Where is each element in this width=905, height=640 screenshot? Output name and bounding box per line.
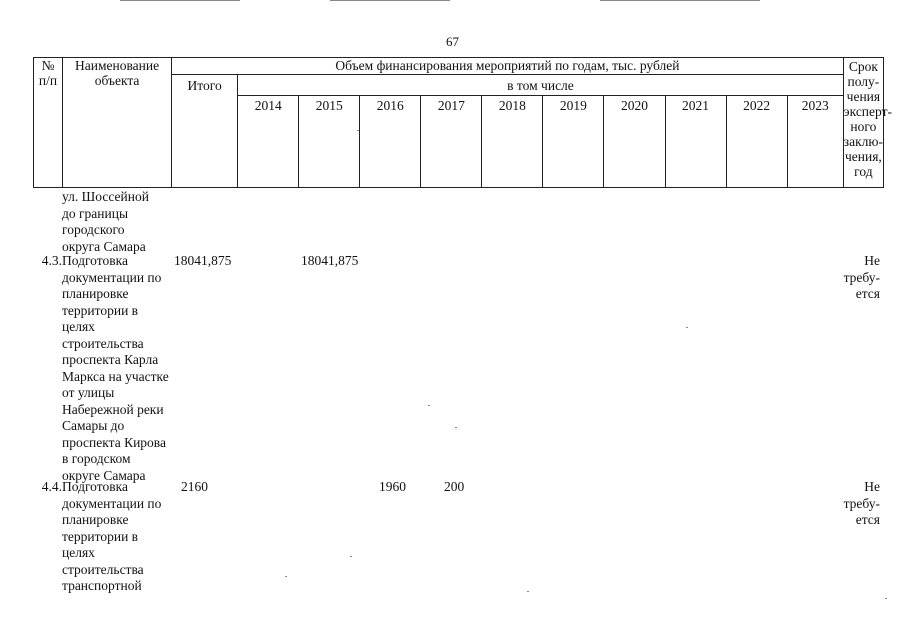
name-line: строительства [62,561,144,577]
header-term-line: чения, [844,149,882,164]
name-line: ул. Шоссейной [62,189,149,204]
row-total: 2160 [181,479,208,494]
header-term [843,58,892,188]
row-value-2017: 200 [444,479,465,494]
continuation-text [62,189,174,255]
row-total: 18041,875 [174,253,232,268]
header-funding-title: Объем финансирования мероприятий по годам, тыс. рублей [172,58,844,75]
row-number: 4.3. [41,253,62,268]
name-line: округа Самара [62,238,146,254]
header-year-2022: 2022 [726,96,787,188]
header-num [34,58,63,188]
header-term-line: полу- [847,74,880,89]
header-total: Итого [172,75,238,188]
term-line: Не [864,479,880,494]
name-line: планировке [62,286,129,301]
header-year-2017: 2017 [421,96,482,188]
name-line: территории в [62,302,139,318]
name-line: проспекта Карла [62,352,159,367]
name-line: целях [62,319,95,334]
name-line: округе Самара [62,467,146,483]
term-line: ется [855,512,880,527]
name-line: Подготовка [62,479,128,494]
header-term-line: год [854,164,873,179]
header-year-2018: 2018 [482,96,543,188]
row-value-2015: 18041,875 [301,253,359,268]
row-term [834,479,880,529]
page-number: 67 [446,34,459,49]
header-term-line: чения [846,89,881,104]
header-term-line: заклю- [843,134,883,149]
row-name [62,479,174,595]
name-line: городского [62,222,125,237]
header-name [63,58,172,188]
header-year-2016: 2016 [360,96,421,188]
name-line: планировке [62,512,129,527]
name-line: территории в [62,528,139,544]
header-year-2023: 2023 [787,96,843,188]
header-term-line: ного [850,119,877,134]
header-name-line2: объекта [94,73,140,88]
term-line: требу- [843,269,880,285]
name-line: проспекта Кирова [62,434,166,450]
name-line: документации по [62,495,162,511]
name-line: Маркса на участке [62,368,169,384]
name-line: целях [62,545,95,560]
row-number: 4.4. [41,479,62,494]
header-including: в том числе [238,75,844,96]
name-line: от улицы [62,385,115,400]
name-line: Самары до [62,418,125,433]
name-line: Подготовка [62,253,128,268]
name-line: документации по [62,269,162,285]
funding-table-header [33,57,892,188]
name-line: в городском [62,451,131,466]
header-year-2019: 2019 [543,96,604,188]
term-line: Не [864,253,880,268]
header-name-line1: Наименование [75,58,160,73]
header-year-2015: 2015 [299,96,360,188]
header-year-2020: 2020 [604,96,665,188]
term-line: требу- [843,495,880,511]
term-line: ется [855,286,880,301]
header-num-line2: п/п [38,73,58,88]
row-term [834,253,880,303]
row-value-2016: 1960 [379,479,406,494]
name-line: Набережной реки [62,401,164,417]
header-term-line: Срок [848,59,878,74]
header-year-2021: 2021 [665,96,726,188]
header-year-2014: 2014 [238,96,299,188]
name-line: транспортной [62,578,142,593]
header-num-line1: № [41,58,55,73]
name-line: до границы [62,205,129,221]
row-name [62,253,174,484]
name-line: строительства [62,335,144,351]
header-term-line: эксперт- [843,104,892,119]
